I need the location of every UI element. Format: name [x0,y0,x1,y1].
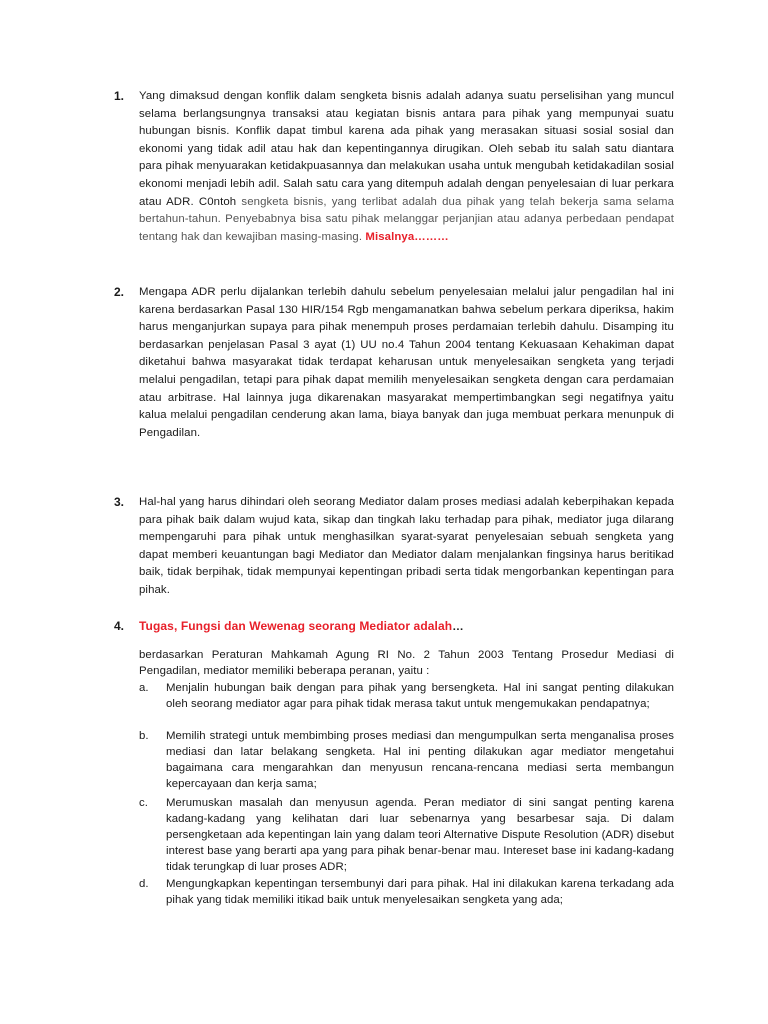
list-text: Menjalin hubungan baik dengan para pihak yang bersengketa. Hal ini sangat penting dilakukan oleh seorang mediator agar para pihak tidak merasa takut untuk mengemukakan pendapatnya; [166,682,674,710]
list-text: Merumuskan masalah dan menyusun agenda. Peran mediator di sini sangat penting karena kadang-kadang yang kelihatan dari luar sebenarnya yang besarbesar saja. Di dalam persengketaan ada kepentingan lain yang dalam teori Alternative Dispute Resolution (ADR) disebut interest base yang berarti apa yang para pihak benar-benar mau. Intereset base ini kadang-kadang tidak terungkap di luar proses ADR; [166,797,674,873]
list-letter: b. [139,730,149,742]
item-number: 1. [114,89,125,103]
item-number: 2. [114,285,125,299]
answer-4-intro: berdasarkan Peraturan Mahkamah Agung RI No. 2 Tahun 2003 Tentang Prosedur Mediasi di Pengadilan, mediator memiliki beberapa peranan, yaitu : [139,649,674,677]
answer-1-main: Yang dimaksud dengan konflik dalam sengketa bisnis adalah adanya suatu perselisihan yang muncul selama berlangsungnya transaksi atau kegiatan bisnis antara para pihak yang mempunyai suatu hubungan bisnis. Konflik dapat timbul karena ada pihak yang merasakan situasi sosial sosial dan ekonomi yang tidak adil atau hak dan kepentingannya dirugikan. Oleh sebab itu salah satu diantara para pihak menyuarakan ketidakpuasannya dan melakukan usaha untuk mengubah ketidakadilan sosial ekonomi menjadi lebih adil. Salah satu cara yang ditempuh adalah dengan penyelesaian di luar perkara atau ADR. [139,90,674,208]
item-number: 4. [114,619,125,633]
answer-2-text: Mengapa ADR perlu dijalankan terlebih dahulu sebelum penyelesaian melalui jalur pengadilan hal ini karena berdasarkan Pasal 130 HIR/154 Rgb mengamanatkan bahwa sebelum perkara diperiksa, hakim harus menganjurkan supaya para pihak menempuh proses perdamaian terlebih dahulu. Disamping itu berdasarkan penjelasan Pasal 3 ayat (1) UU no.4 Tahun 2004 tentang Kekuasaan Kehakiman dapat diketahui bahwa masyarakat tidak terdapat keharusan untuk menyelesaikan sengketa yang terjadi melalui pengadilan, tetapi para pihak dapat memilih menyelesaikan sengketa dengan cara perdamaian atau arbitrase. Hal lainnya juga dikarenakan masyarakat mempertimbangkan segi negatifnya yaitu kalua melalui pengadilan cenderung akan lama, biaya banyak dan juga membuat perkara menunpuk di Pengadilan. [139,286,674,439]
answer-1-text [139,88,674,246]
answer-4-title-ellipsis: … [452,621,464,633]
answer-3-text: Hal-hal yang harus dihindari oleh seorang Mediator dalam proses mediasi adalah keberpihakan kepada para pihak baik dalam wujud kata, sikap dan tingkah laku terhadap para pihak, mediator juga dilarang mempengaruhi para pihak untuk menghasilkan syarat-syarat penyelesaian sebuah sengketa yang dapat memberi keuantungan bagi Mediator dan Mediator dalam menjalankan fingsinya harus beritikad baik, tidak berpihak, tidak mempunyai kepentingan pribadi serta tidak mengorbankan kepentingan para pihak. [139,496,674,596]
list-text: Memilih strategi untuk membimbing proses mediasi dan mengumpulkan serta menganalisa proses mediasi dan latar belakang sengketa. Hal ini penting dilakukan agar mediator mengetahui bagaimana cara mengarahkan dan menyusun rencana-rencana mediasi serta membangun kepercayaan dan kerja sama; [166,730,674,790]
answer-1-contoh: C0ntoh [198,195,237,208]
list-text: Mengungkapkan kepentingan tersembunyi dari para pihak. Hal ini dilakukan karena terkadang ada pihak yang tidak memiliki itikad baik untuk menyelesaikan sengketa yang ada; [166,878,674,906]
answer-4-title [139,618,674,637]
list-letter: d. [139,878,149,890]
list-letter: a. [139,682,149,694]
item-number: 3. [114,495,125,509]
answer-4-title-text: Tugas, Fungsi dan Wewenag seorang Mediator adalah [139,619,453,633]
answer-1-misalnya: Misalnya……… [365,230,449,243]
answer-1-example: sengketa bisnis, yang terlibat adalah dua pihak yang telah bekerja sama selama bertahun-tahun. Penyebabnya bisa satu pihak melanggar perjanjian atau adanya perbedaan pendapat tentang hak dan kewajiban masing-masing. [139,195,675,243]
list-letter: c. [139,797,148,809]
